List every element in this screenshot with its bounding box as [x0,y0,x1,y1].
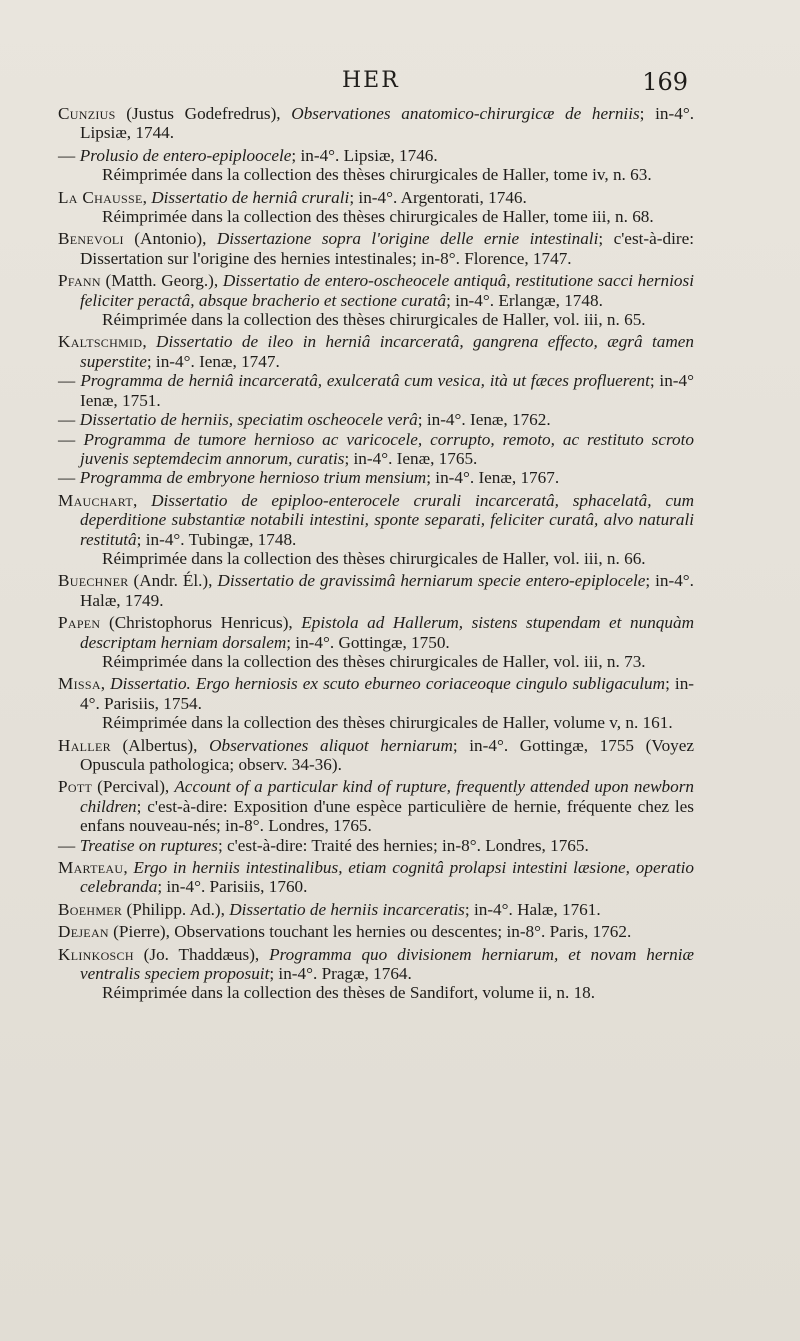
author-details: , [100,674,111,694]
author-name: — [58,145,76,165]
work-title: Dissertatio. Ergo herniosis ex scuto eburneo coriaceoque cingulo subligaculum [110,674,666,694]
reprint-note: Réimprimée dans la collection des thèses chirurgicales de Haller, tome iv, n. 63. [102,165,652,185]
citation [58,371,694,410]
author-details: (Matth. Georg.), [100,271,223,291]
bibliography-entry [58,777,694,855]
author-details: (Andr. Él.), [128,571,218,591]
author-name: Papen [58,613,101,633]
citation [58,613,694,652]
bibliography-entry [58,613,694,671]
publication-info: ; in-4°. Parisiis, 1754. [80,674,695,713]
author-details: , [132,490,152,510]
author-name: — [58,410,76,430]
citation [58,777,694,835]
work-title: Dissertatio de herniis incarceratis [229,899,465,919]
citation [58,104,694,143]
bibliography-entry [58,736,694,775]
bibliography-entry [58,922,694,941]
work-title: Prolusio de entero-epiploocele [79,145,292,165]
author-name: La Chausse [58,187,143,207]
publication-info: ; in-4°. Pragæ, 1764. [269,964,412,984]
author-details: , [142,187,152,207]
author-name: Benevoli [58,229,124,249]
bibliography-entry [58,104,694,143]
reprint-note: Réimprimée dans la collection des thèses chirurgicales de Haller, volume v, n. 161. [102,713,673,733]
author-details: (Percival), [92,777,175,797]
citation [58,188,694,207]
citation [58,922,694,941]
bibliography-entry [58,900,694,919]
citation [58,736,694,775]
bibliography-entry [58,571,694,610]
author-name: Marteau [58,858,124,878]
work-title: Dissertazione sopra l'origine delle ernie intestinali [216,229,599,249]
author-name: — [58,371,76,391]
reprint-note: Réimprimée dans la collection des thèses chirurgicales de Haller, vol. iii, n. 66. [102,548,646,568]
citation [58,836,694,855]
publication-info: ; c'est-à-dire: Traité des hernies; in-8°. Londres, 1765. [217,835,589,855]
reprint-note: Réimprimée dans la collection des thèses de Sandifort, volume ii, n. 18. [102,983,596,1003]
bibliography-entry [58,271,694,329]
citation [58,674,694,713]
publication-info: ; in-4°. Gottingæ, 1750. [286,632,450,652]
author-name: Boehmer [58,899,123,919]
publication-info: ; c'est-à-dire: Exposition d'une espèce particulière de hernie, fréquente chez les enfans nouveau-nés; in-8°. Londres, 1765. [80,796,694,836]
work-title: Programma de tumore hernioso ac varicocele, corrupto, remoto, ac restituto scroto juvenis septemdecim annorum, curatis [80,429,695,468]
bibliography-entry [58,674,694,732]
author-details: (Justus Godefredrus), [115,104,292,123]
citation [58,410,694,429]
running-head: HER [342,68,400,93]
publication-info: ; in-4°. Ienæ, 1765. [344,448,478,468]
work-title: Dissertatio de herniis, speciatim oscheocele verâ [79,410,418,430]
work-title: Treatise on ruptures [79,835,218,855]
page-header [0,68,800,98]
author-name: Pfann [58,271,101,291]
publication-info: ; in-4°. Halæ, 1761. [464,899,601,919]
publication-info: ; in-4°. Argentorati, 1746. [349,187,527,207]
work-title: Epistola ad Hallerum, sistens stupendam et nunquàm descriptam herniam dorsalem [80,613,694,652]
author-details: (Pierre), Observations touchant les hernies ou descentes [108,922,498,942]
citation [58,146,694,165]
publication-info: ; in-4°. Gottingæ, 1755 (Voyez Opuscula pathologica; observ. 34-36). [80,735,695,774]
publication-info: ; in-4°. Tubingæ, 1748. [136,529,297,549]
bibliography-entry [58,229,694,268]
author-details: (Philipp. Ad.), [122,899,230,919]
publication-info: ; in-4°. Lipsiæ, 1746. [291,145,438,165]
author-name: Mauchart [58,490,133,510]
work-title: Observationes anatomico-chirurgicæ de herniis [291,104,640,123]
publication-info: ; in-4°. Parisiis, 1760. [157,877,308,897]
author-name: — [58,468,76,488]
work-title: Account of a particular kind of rupture, frequently attended upon newborn children [80,777,695,816]
author-name: Kaltschmid [58,332,143,352]
publication-info: ; c'est-à-dire: Dissertation sur l'origine des hernies intestinales; in-8°. Florence, 1747. [80,229,694,268]
author-name: — [58,835,76,855]
bibliography-entry [58,858,694,897]
work-title: Dissertatio de gravissimâ herniarum specie entero-epiplocele [217,571,646,591]
author-name: Cunzius [58,104,116,123]
work-title: Observationes aliquot herniarum [209,735,453,755]
author-details: , [142,332,157,352]
reprint-note: Réimprimée dans la collection des thèses chirurgicales de Haller, tome iii, n. 68. [102,207,654,227]
bibliography-entry [58,945,694,1003]
work-title: Dissertatio de ileo in herniâ incarceratâ, gangrena effecto, ægrâ tamen superstite [80,332,694,371]
bibliography-entry [58,491,694,569]
author-details: , [123,858,134,878]
author-name: Buechner [58,571,129,591]
citation [58,468,694,487]
citation [58,571,694,610]
author-name: Klinkosch [58,944,134,964]
citation [58,945,694,984]
reprint-note: Réimprimée dans la collection des thèses chirurgicales de Haller, vol. iii, n. 65. [102,310,646,330]
citation [58,430,694,469]
publication-info: ; in-4° Ienæ, 1751. [80,371,694,410]
publication-info: ; in-8°. Paris, 1762. [497,922,632,942]
publication-info: ; in-4°. Halæ, 1749. [80,571,694,610]
citation [58,900,694,919]
citation [58,332,694,371]
author-name: Haller [58,735,111,755]
work-title: Ergo in herniis intestinalibus, etiam cognitâ prolapsi intestini læsione, operatio celebranda [80,858,694,897]
reprint-note: Réimprimée dans la collection des thèses chirurgicales de Haller, vol. iii, n. 73. [102,651,646,671]
bibliography-entry [58,332,694,487]
publication-info: ; in-4°. Ienæ, 1762. [417,410,551,430]
citation [58,491,694,549]
author-name: Pott [58,777,93,797]
bibliography-entry [58,146,694,185]
work-title: Programma de embryone hernioso trium mensium [79,468,427,488]
author-name: Dejean [58,922,109,942]
work-title: Programma quo divisionem herniarum, et novam herniæ ventralis speciem proposuit [80,944,694,984]
author-name: — [58,429,76,449]
bibliography-list [58,104,694,1006]
work-title: Dissertatio de entero-oscheocele antiquâ, restitutione sacci herniosi feliciter peractâ, absque bracherio et sectione curatâ [80,271,694,310]
author-name: Missa [58,674,101,694]
publication-info: ; in-4°. Lipsiæ, 1744. [80,104,694,143]
author-details: (Albertus), [110,735,210,755]
work-title: Dissertatio de herniâ crurali [151,187,350,207]
publication-info: ; in-4°. Ienæ, 1747. [146,351,280,371]
bibliography-entry [58,188,694,227]
publication-info: ; in-4°. Erlangæ, 1748. [446,290,603,310]
publication-info: ; in-4°. Ienæ, 1767. [426,468,560,488]
page-number: 169 [642,68,688,96]
work-title: Dissertatio de epiploo-enterocele crurali incarceratâ, sphacelatâ, cum deperditione substantiæ notabili intestini, sponte separati, feliciter curatâ, alvo naturali restitutâ [80,490,694,549]
citation [58,271,694,310]
citation [58,229,694,268]
author-details: (Antonio), [123,229,217,249]
citation [58,858,694,897]
author-details: (Jo. Thaddæus), [133,944,270,964]
author-details: (Christophorus Henricus), [100,613,302,633]
work-title: Programma de herniâ incarceratâ, exulceratâ cum vesica, ità ut fæces profluerent [80,371,650,391]
